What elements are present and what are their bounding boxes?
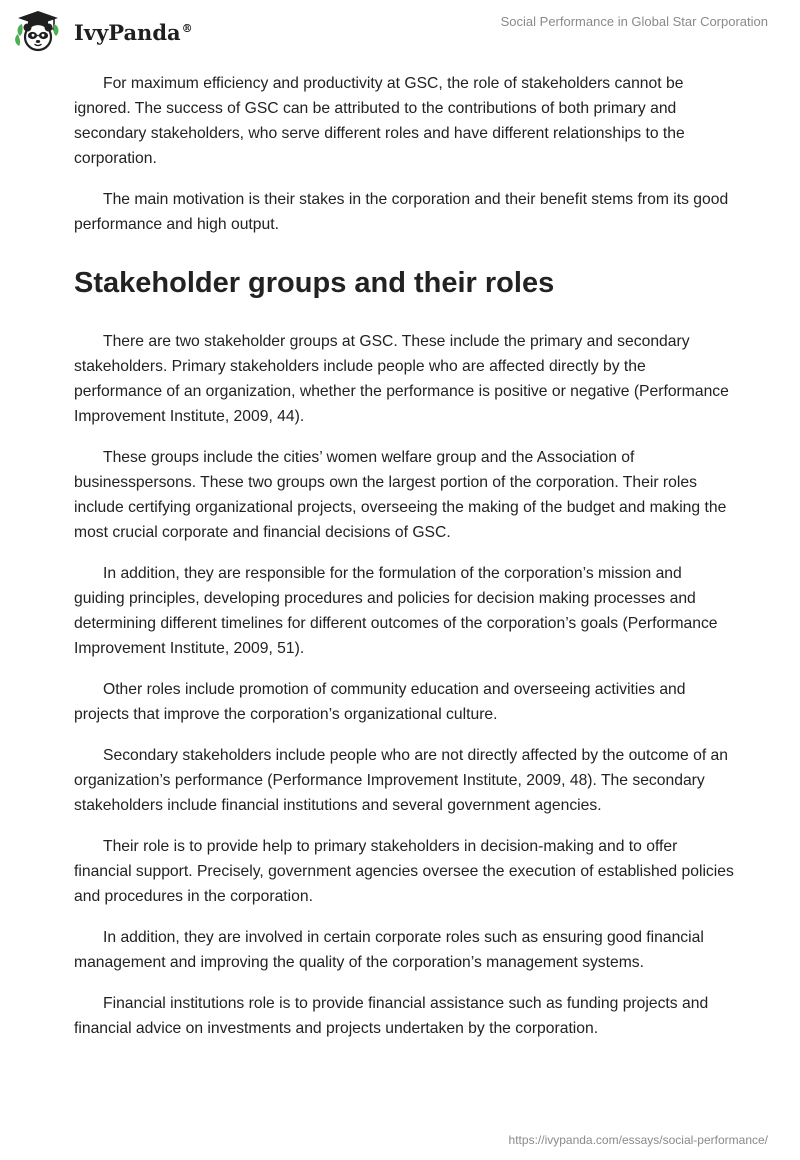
paragraph: Financial institutions role is to provide financial assistance such as funding projects and financial advice on investments and projects undertaken by the corporation. [74,995,709,1037]
registered-mark: ® [181,22,193,35]
paragraph: In addition, they are responsible for the formulation of the corporation’s mission and guiding principles, developing procedures and policies for decision making processes and determining different timelines for different outcomes of the corporation’s goals (Performance Improvement Institute, 2009, 51). [74,565,718,657]
source-url[interactable]: https://ivypanda.com/essays/social-performance/ [508,1133,768,1147]
paragraph: The main motivation is their stakes in the corporation and their benefit stems from its good performance and high output. [74,191,729,233]
panda-graduate-icon [14,10,62,54]
brand-name [74,20,193,45]
section-heading: Stakeholder groups and their roles [74,267,555,299]
paragraph: Secondary stakeholders include people who are not directly affected by the outcome of an organization’s performance (Performance Improvement Institute, 2009, 48). The secondary stakeholders include financial institutions and several government agencies. [74,747,728,814]
paragraph: Their role is to provide help to primary stakeholders in decision-making and to offer financial support. Precisely, government agencies oversee the execution of established policies and procedures in the corporation. [74,838,734,905]
paragraph: Other roles include promotion of community education and overseeing activities and projects that improve the corporation’s organizational culture. [74,681,686,723]
document-title: Social Performance in Global Star Corporation [500,14,768,29]
page-header [0,0,800,64]
paragraph: In addition, they are involved in certain corporate roles such as ensuring good financial management and improving the quality of the corporation’s management systems. [74,929,704,971]
article-body [74,71,734,1057]
paragraph: There are two stakeholder groups at GSC. These include the primary and secondary stakeholders. Primary stakeholders include people who are affected directly by the performance of an organization, whether the performance is positive or negative (Performance Improvement Institute, 2009, 44). [74,333,729,425]
paragraph: These groups include the cities’ women welfare group and the Association of businesspersons. These two groups own the largest portion of the corporation. Their roles include certifying organizational projects, overseeing the making of the budget and making the most crucial corporate and financial decisions of GSC. [74,449,727,541]
brand-text: IvyPanda [74,20,181,45]
paragraph: For maximum efficiency and productivity at GSC, the role of stakeholders cannot be ignored. The success of GSC can be attributed to the contributions of both primary and secondary stakeholders, who serve different roles and have different relationships to the corporation. [74,75,685,167]
ivypanda-logo[interactable] [14,10,194,54]
